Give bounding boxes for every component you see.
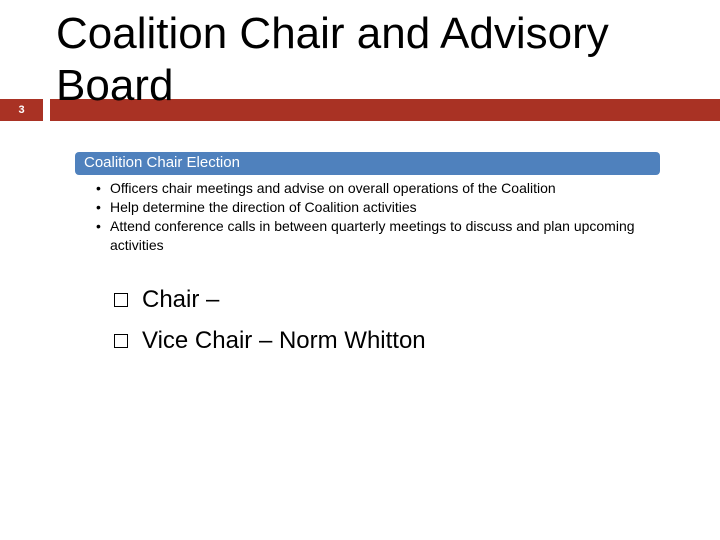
role-list bbox=[112, 279, 426, 361]
bullet-item bbox=[96, 198, 656, 217]
bullet-dot-icon: • bbox=[96, 199, 101, 215]
slide-title: Coalition Chair and Advisory Board bbox=[56, 9, 609, 110]
role-item-vice-chair bbox=[112, 320, 426, 361]
bullet-dot-icon: • bbox=[96, 180, 101, 196]
bullet-item bbox=[96, 217, 656, 255]
role-text: Vice Chair – Norm Whitton bbox=[142, 327, 426, 354]
section-heading: Coalition Chair Election bbox=[84, 154, 240, 171]
bullet-text: Attend conference calls in between quarterly meetings to discuss and plan upcoming activities bbox=[110, 218, 635, 253]
bullet-item bbox=[96, 179, 656, 198]
role-item-chair bbox=[112, 279, 426, 320]
bullet-text: Help determine the direction of Coalition activities bbox=[110, 199, 417, 215]
square-bullet-icon bbox=[114, 334, 128, 348]
slide-number: 3 bbox=[18, 104, 25, 116]
bullet-text: Officers chair meetings and advise on overall operations of the Coalition bbox=[110, 180, 556, 196]
bullet-list bbox=[96, 179, 656, 255]
bullet-dot-icon: • bbox=[96, 218, 101, 234]
role-text: Chair – bbox=[142, 286, 220, 313]
square-bullet-icon bbox=[114, 293, 128, 307]
